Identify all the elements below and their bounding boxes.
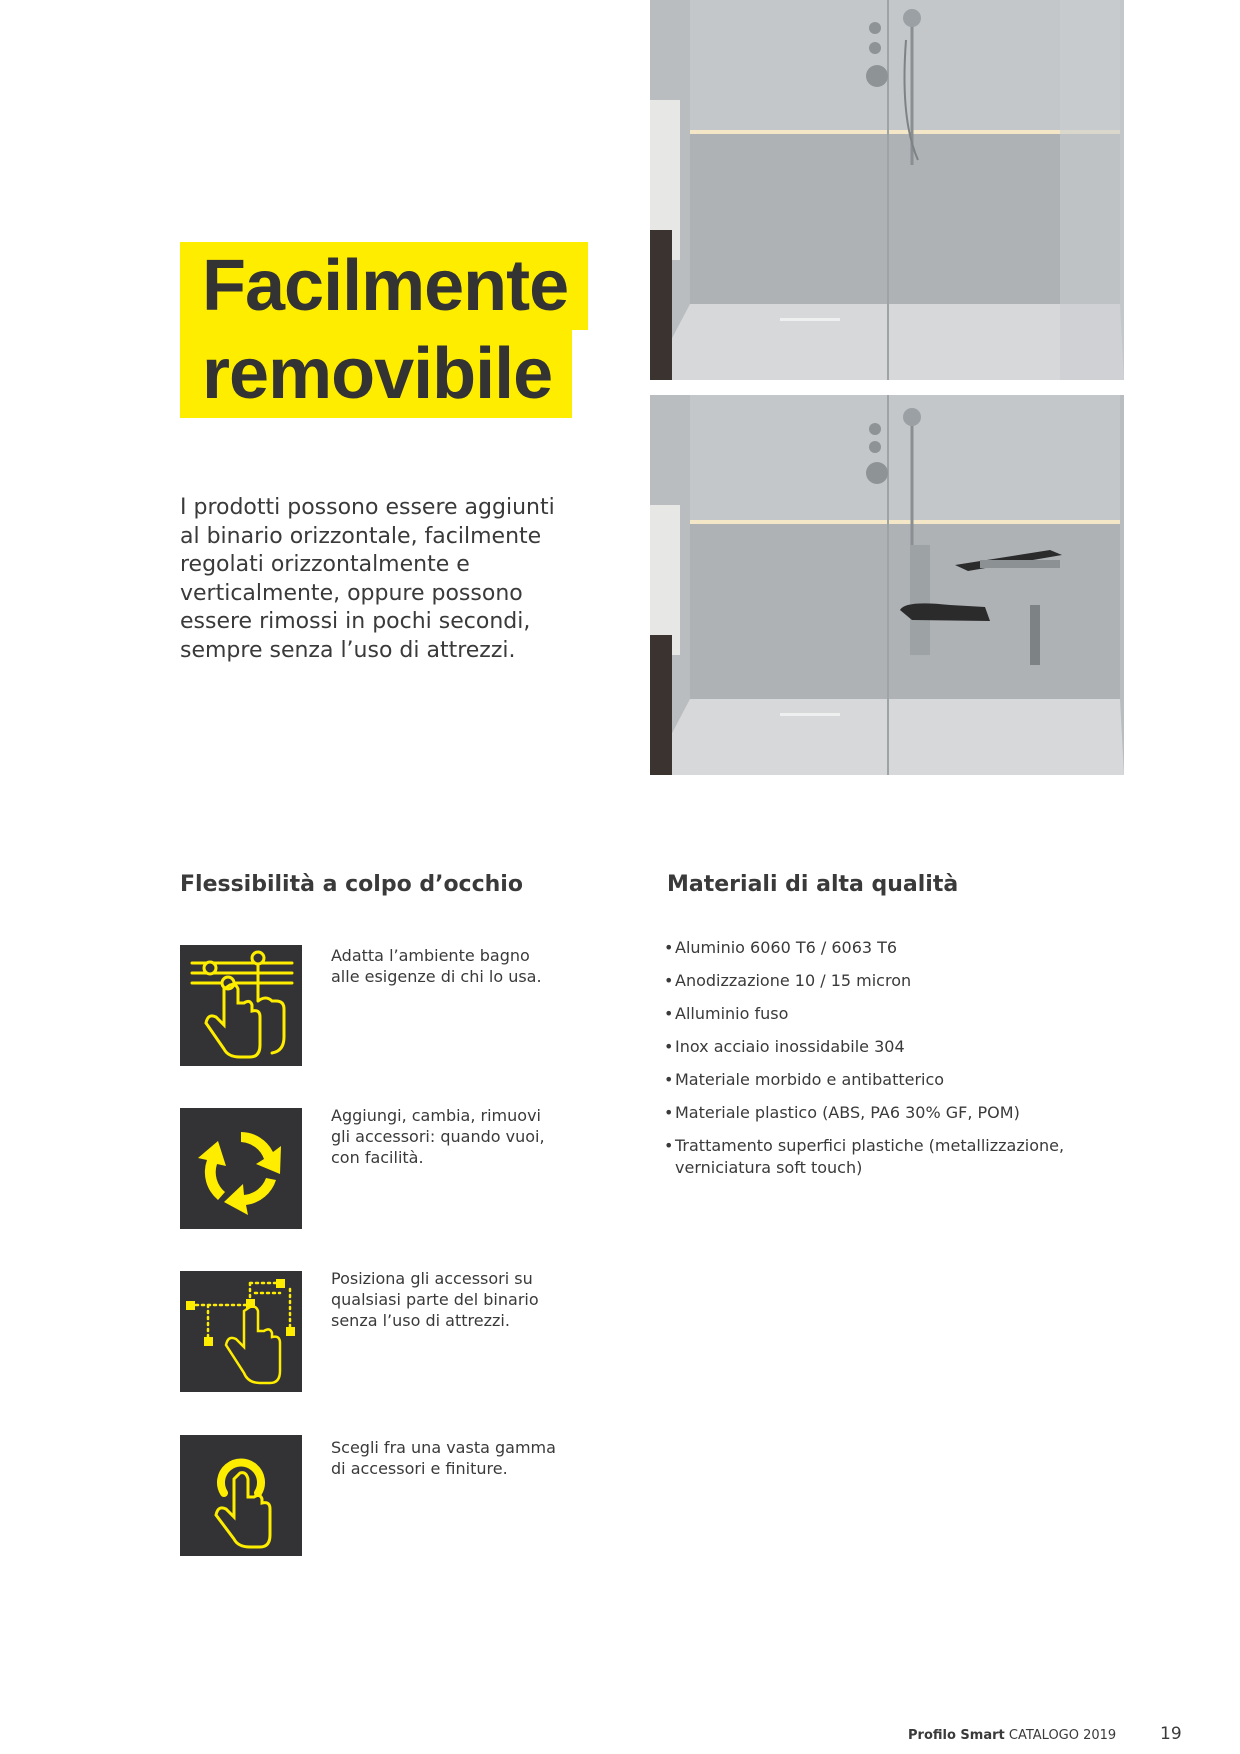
intro-paragraph: I prodotti possono essere aggiunti al binario orizzontale, facilmente regolati orizzontalmente e verticalmente, oppure possono essere rimossi in pochi secondi, sempre senza l’uso di attrezzi. <box>180 495 555 663</box>
footer-brand <box>908 1728 1116 1743</box>
rotate-arrows-icon <box>180 1108 302 1229</box>
flexibility-title: Flessibilità a colpo d’occhio <box>180 872 523 897</box>
list-item: • Materiale morbido e antibatterico <box>664 1069 1104 1091</box>
footer-catalog: CATALOGO 2019 <box>1008 1728 1117 1743</box>
tap-hand-icon <box>180 1435 302 1556</box>
list-item: • Trattamento superfici plastiche (metallizzazione, verniciatura soft touch) <box>664 1135 1104 1179</box>
list-item: • Inox acciaio inossidabile 304 <box>664 1036 1104 1058</box>
footer-brand-name: Profilo Smart <box>908 1728 1005 1743</box>
position-grid-hand-icon <box>180 1271 302 1392</box>
list-item: • Materiale plastico (ABS, PA6 30% GF, POM) <box>664 1102 1104 1124</box>
list-item: • Alluminio fuso <box>664 1003 1104 1025</box>
feature-text-4: Scegli fra una vasta gamma di accessori e finiture. <box>331 1438 556 1478</box>
headline-line-1: Facilmente <box>180 242 588 330</box>
materials-title: Materiali di alta qualità <box>667 872 959 897</box>
feature-text-1: Adatta l’ambiente bagno alle esigenze di chi lo usa. <box>331 946 542 986</box>
materials-list <box>664 937 1104 1190</box>
list-item: • Aluminio 6060 T6 / 6063 T6 <box>664 937 1104 959</box>
list-item: • Anodizzazione 10 / 15 micron <box>664 970 1104 992</box>
sliders-hand-icon <box>180 945 302 1066</box>
feature-text-2: Aggiungi, cambia, rimuovi gli accessori: quando vuoi, con facilità. <box>331 1106 545 1167</box>
page-number: 19 <box>1160 1724 1182 1744</box>
shower-photo-with-seat <box>650 395 1124 775</box>
shower-photo-without-seat <box>650 0 1124 380</box>
headline-line-2: removibile <box>180 330 572 418</box>
feature-text-3: Posiziona gli accessori su qualsiasi parte del binario senza l’uso di attrezzi. <box>331 1269 539 1330</box>
